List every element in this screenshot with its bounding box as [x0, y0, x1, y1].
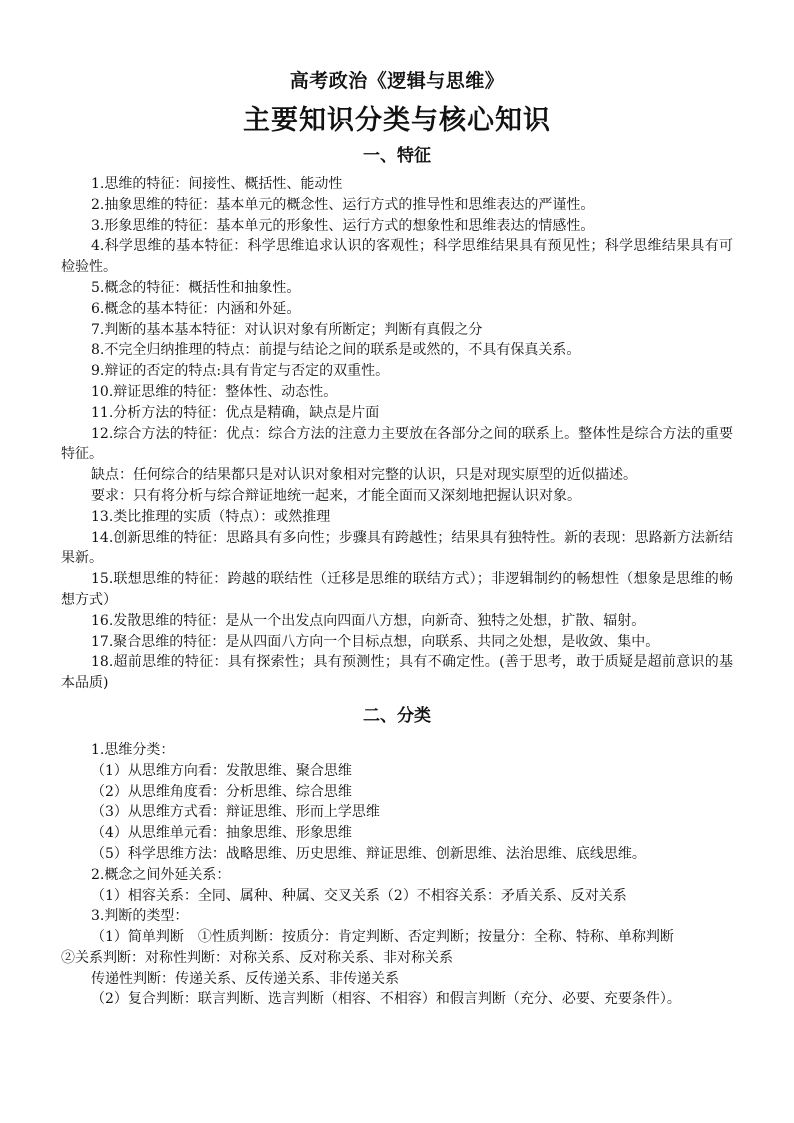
feature-item-17: 17.聚合思维的特征：是从四面八方向一个目标点想，向联系、共同之处想，是收敛、集中。 — [91, 633, 660, 650]
feature-item-6: 6.概念的基本特征：内涵和外延。 — [91, 300, 301, 317]
feature-item-10: 10.辩证思维的特征：整体性、动态性。 — [91, 383, 338, 400]
document-subtitle: 高考政治《逻辑与思维》 — [289, 70, 505, 92]
classification-item-1-1: （1）从思维方向看：发散思维、聚合思维 — [91, 762, 352, 779]
section-heading-features: 一、特征 — [363, 146, 431, 166]
feature-item-16: 16.发散思维的特征：是从一个出发点向四面八方想，向新奇、独特之处想，扩散、辐射。 — [91, 612, 646, 629]
classification-item-1: 1.思维分类： — [91, 741, 175, 758]
classification-item-2: 2.概念之间外延关系： — [91, 866, 231, 883]
classification-item-1-4: （4）从思维单元看：抽象思维、形象思维 — [91, 825, 352, 842]
feature-item-11: 11.分析方法的特征：优点是精确，缺点是片面 — [91, 404, 380, 421]
classification-item-3-1: （1）简单判断 ①性质判断：按质分：肯定判断、否定判断；按量分：全称、特称、单称判断 — [91, 929, 674, 946]
classification-item-3-1-transitive: 传递性判断：传递关系、反传递关系、非传递关系 — [91, 970, 399, 987]
feature-item-7: 7.判断的基本基本特征：对认识对象有所断定；判断有真假之分 — [91, 321, 483, 338]
feature-item-8: 8.不完全归纳推理的特点：前提与结论之间的联系是或然的，不具有保真关系。 — [91, 342, 581, 359]
feature-item-18: 18.超前思维的特征：具有探索性；具有预测性；具有不确定性。(善于思考，敢于质疑是超前意识的基本品质) — [61, 654, 733, 692]
feature-item-14: 14.创新思维的特征：思路具有多向性；步骤具有跨越性；结果具有独特性。新的表现：思路新方法新结果新。 — [61, 529, 733, 567]
feature-item-9: 9.辩证的否定的特点:具有肯定与否定的双重性。 — [91, 363, 390, 380]
classification-item-3-1-relation: ②关系判断：对称性判断：对称关系、反对称关系、非对称关系 — [61, 949, 453, 966]
feature-item-2: 2.抽象思维的特征：基本单元的概念性、运行方式的推导性和思维表达的严谨性。 — [91, 196, 595, 213]
section-classification-body — [61, 740, 733, 1010]
document-title: 主要知识分类与核心知识 — [243, 105, 551, 136]
feature-item-12-requirement: 要求：只有将分析与综合辩证地统一起来，才能全面而又深刻地把握认识对象。 — [91, 487, 581, 504]
document-page — [61, 68, 733, 1010]
classification-item-1-2: （2）从思维角度看：分析思维、综合思维 — [91, 783, 352, 800]
feature-item-12-drawback: 缺点：任何综合的结果都只是对认识对象相对完整的认识，只是对现实原型的近似描述。 — [91, 467, 637, 484]
feature-item-15: 15.联想思维的特征：跨越的联结性（迁移是思维的联结方式）；非逻辑制约的畅想性（想象是思维的畅想方式） — [61, 571, 733, 608]
feature-item-13: 13.类比推理的实质（特点）：或然推理 — [91, 508, 331, 525]
feature-item-1: 1.思维的特征：间接性、概括性、能动性 — [91, 176, 343, 192]
section-features-body — [61, 174, 733, 694]
classification-item-3: 3.判断的类型： — [91, 908, 189, 925]
feature-item-4: 4.科学思维的基本特征：科学思维追求认识的客观性；科学思维结果具有预见性；科学思维结果具有可检验性。 — [61, 238, 733, 276]
feature-item-3: 3.形象思维的特征：基本单元的形象性、运行方式的想象性和思维表达的情感性。 — [91, 217, 595, 234]
feature-item-5: 5.概念的特征：概括性和抽象性。 — [91, 279, 301, 296]
classification-item-2-1: （1）相容关系：全同、属种、种属、交叉关系（2）不相容关系：矛盾关系、反对关系 — [91, 887, 627, 904]
classification-item-1-5: （5）科学思维方法：战略思维、历史思维、辩证思维、创新思维、法治思维、底线思维。 — [91, 845, 646, 862]
section-heading-classification: 二、分类 — [363, 705, 431, 726]
classification-item-1-3: （3）从思维方式看：辩证思维、形而上学思维 — [91, 804, 380, 821]
feature-item-12: 12.综合方法的特征：优点：综合方法的注意力主要放在各部分之间的联系上。整体性是综合方法的重要特征。 — [61, 425, 733, 463]
classification-item-3-2: （2）复合判断：联言判断、选言判断（相容、不相容）和假言判断（充分、必要、充要条件）。 — [91, 991, 681, 1008]
